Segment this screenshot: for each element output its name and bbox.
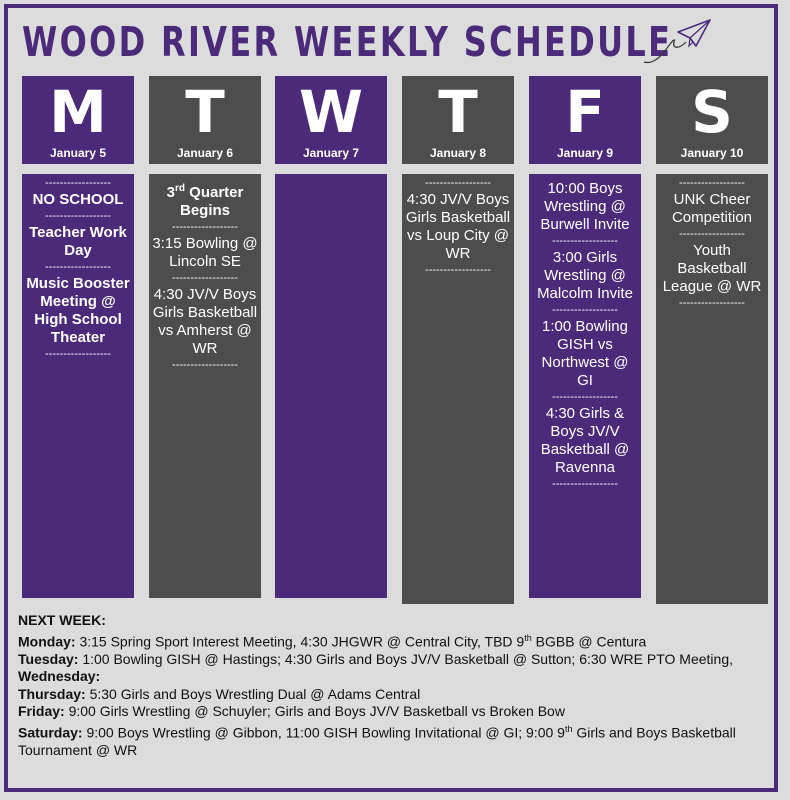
next-week-tuesday xyxy=(18,651,770,669)
separator: ------------------ xyxy=(552,305,618,316)
superscript: rd xyxy=(174,183,185,194)
day-column-tuesday xyxy=(149,174,261,598)
separator: ------------------ xyxy=(679,229,745,240)
day-date: January 10 xyxy=(680,146,744,160)
separator: ------------------ xyxy=(45,349,111,360)
day-column-wednesday xyxy=(275,174,387,598)
superscript: th xyxy=(524,632,532,643)
separator: ------------------ xyxy=(425,265,491,276)
next-week-saturday xyxy=(18,721,770,760)
next-week-friday xyxy=(18,703,770,721)
event: Teacher Work Day xyxy=(29,224,127,259)
day-label: Monday: xyxy=(18,633,76,650)
separator: ------------------ xyxy=(679,298,745,309)
day-header-thursday xyxy=(402,76,514,164)
day-letter: F xyxy=(565,78,605,146)
separator: ------------------ xyxy=(552,392,618,403)
day-letter: T xyxy=(185,78,225,146)
next-week-monday xyxy=(18,630,770,651)
day-label: Wednesday: xyxy=(18,668,101,685)
day-text: 9:00 Boys Wrestling @ Gibbon, 11:00 GISH Bowling Invitational @ GI; 9:00 9 xyxy=(82,724,565,741)
day-text: 3:15 Spring Sport Interest Meeting, 4:30 JHGWR @ Central City, TBD 9 xyxy=(75,633,525,650)
day-label: Tuesday: xyxy=(18,650,79,667)
separator: ------------------ xyxy=(172,222,238,233)
separator: ------------------ xyxy=(45,211,111,222)
event: 1:00 Bowling GISH vs Northwest @ GI xyxy=(541,318,629,389)
paper-plane-icon xyxy=(640,14,720,74)
event-part: Quarter Begins xyxy=(179,184,244,219)
day-column-thursday xyxy=(402,174,514,604)
day-header-wednesday xyxy=(275,76,387,164)
day-text: 9:00 Girls Wrestling @ Schuyler; Girls and Boys JV/V Basketball vs Broken Bow xyxy=(64,703,565,720)
separator: ------------------ xyxy=(679,178,745,189)
day-label: Thursday: xyxy=(18,685,86,702)
superscript: th xyxy=(564,723,573,734)
day-date: January 5 xyxy=(49,146,107,160)
event: UNK Cheer Competition xyxy=(671,191,753,226)
separator: ------------------ xyxy=(552,479,618,490)
separator: ------------------ xyxy=(45,178,111,189)
day-text: 5:30 Girls and Boys Wrestling Dual @ Adams Central xyxy=(85,685,421,702)
day-text: Girls and Boys Basketball Tournament @ WR xyxy=(18,724,736,758)
event: 10:00 Boys Wrestling @ Burwell Invite xyxy=(540,180,630,233)
day-letter: T xyxy=(438,78,478,146)
day-column-saturday xyxy=(656,174,768,604)
day-column-monday xyxy=(22,174,134,598)
day-date: January 8 xyxy=(429,146,487,160)
separator: ------------------ xyxy=(45,262,111,273)
separator: ------------------ xyxy=(425,178,491,189)
day-text: BGBB @ Centura xyxy=(531,633,647,650)
event: 4:30 Girls & Boys JV/V Basketball @ Ravenna xyxy=(540,405,630,476)
event: Music Booster Meeting @ High School Theater xyxy=(26,275,130,346)
day-header-friday xyxy=(529,76,641,164)
event: 3:00 Girls Wrestling @ Malcolm Invite xyxy=(537,249,633,302)
day-letter: W xyxy=(299,78,363,146)
event: 4:30 JV/V Boys Girls Basketball vs Amherst @ WR xyxy=(152,286,258,357)
event-part: 3 xyxy=(166,184,175,201)
day-header-saturday xyxy=(656,76,768,164)
day-letter: S xyxy=(691,78,733,146)
day-date: January 7 xyxy=(302,146,360,160)
day-label: Saturday: xyxy=(18,724,83,741)
page-title: WOOD RIVER WEEKLY SCHEDULE xyxy=(22,18,673,66)
next-week-thursday xyxy=(18,686,770,704)
day-date: January 9 xyxy=(556,146,614,160)
day-letter: M xyxy=(49,78,107,146)
event: Youth Basketball League @ WR xyxy=(662,242,762,295)
event: 4:30 JV/V Boys Girls Basketball vs Loup City @ WR xyxy=(405,191,511,262)
next-week-wednesday xyxy=(18,668,770,686)
event: 3:15 Bowling @ Lincoln SE xyxy=(152,235,258,270)
separator: ------------------ xyxy=(552,236,618,247)
day-text: 1:00 Bowling GISH @ Hastings; 4:30 Girls and Boys JV/V Basketball @ Sutton; 6:30 WRE PTO Meeting, xyxy=(78,650,734,667)
day-header-tuesday xyxy=(149,76,261,164)
event: NO SCHOOL xyxy=(32,191,124,208)
next-week-section xyxy=(18,612,770,759)
next-week-heading: NEXT WEEK: xyxy=(18,612,106,628)
event xyxy=(152,180,258,220)
day-column-friday xyxy=(529,174,641,598)
day-date: January 6 xyxy=(176,146,234,160)
separator: ------------------ xyxy=(172,360,238,371)
day-header-monday xyxy=(22,76,134,164)
day-label: Friday: xyxy=(18,703,65,720)
separator: ------------------ xyxy=(172,273,238,284)
